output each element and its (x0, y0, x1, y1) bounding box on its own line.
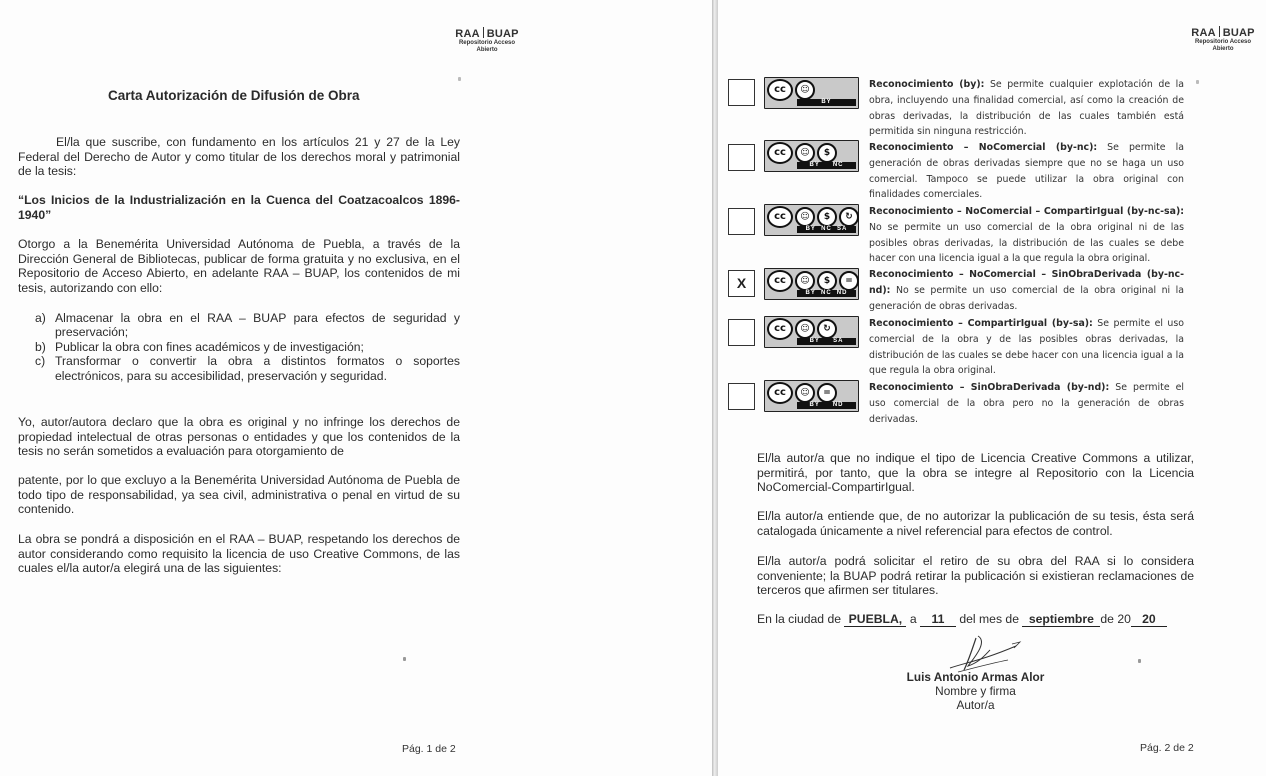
logo-buap-text: BUAP (1222, 27, 1255, 39)
originality-paragraph: Yo, autor/autora declaro que la obra es original y no infringe los derechos de propiedad intelectual de otras personas o entidades y que los contenidos de la tesis no serán sometidos a evaluación para otorgamiento de (18, 415, 460, 459)
raa-buap-logo (452, 27, 522, 54)
list-marker: b) (35, 339, 46, 354)
badge-label-bar (797, 99, 856, 106)
intro-paragraph: El/la que suscribe, con fundamento en los artículos 21 y 27 de la Ley Federal del Derecho de Autor y como titular de los derechos moral y patrimonial de la tesis: (18, 135, 460, 179)
liability-paragraph: patente, por lo que excluyo a la Benemérita Universidad Autónoma de Puebla de todo tipo de responsabilidad, ya sea civil, administrativa o penal en virtud de su contenido. (18, 473, 460, 517)
cc-nc-icon: $ (817, 271, 837, 291)
license-name: Reconocimiento – SinObraDerivada (by-nd): (869, 382, 1110, 393)
page-title: Carta Autorización de Difusión de Obra (108, 88, 360, 103)
month-field[interactable]: septiembre (1022, 613, 1100, 627)
grant-paragraph: Otorgo a la Benemérita Universidad Autónoma de Puebla, a través de la Dirección General de Bibliotecas, publicar de forma gratuita y no exclusiva, en el Repositorio de Acceso Abierto, en adelante RAA – BUAP, los contenidos de mi tesis, autorizando con ello: (18, 237, 460, 295)
license-description (869, 140, 1184, 203)
cc-nc-icon: $ (817, 143, 837, 163)
cc-license-badge (764, 268, 859, 300)
badge-label: NC (821, 226, 832, 232)
list-item-text: Transformar o convertir la obra a distintos formatos o soportes electrónicos, para su accesibilidad, preservación y seguridad. (55, 354, 460, 383)
license-terms: Se permite la generación de obras derivadas siempre que no se haga un uso comercial. Tampoco se puede utilizar la obra original con finalidades comerciales. (869, 142, 1184, 201)
cc-by-icon: ☺ (795, 271, 815, 291)
list-item (35, 354, 460, 383)
badge-label: SA (837, 226, 848, 232)
place-date-line (757, 612, 1167, 627)
license-intro-paragraph: La obra se pondrá a disposición en el RAA – BUAP, respetando los derechos de autor considerando como requisito la licencia de uso Creative Commons, de las cuales el/la autor/a elegirá una de las siguientes: (18, 532, 460, 576)
badge-label: SA (833, 338, 844, 344)
list-item-text: Almacenar la obra en el RAA – BUAP para efectos de seguridad y preservación; (55, 311, 460, 340)
badge-label: ND (836, 290, 848, 296)
list-marker: c) (35, 354, 46, 369)
list-item (35, 340, 460, 354)
cc-cc-icon: cc (767, 142, 793, 164)
a-word: a (909, 612, 917, 626)
logo-subtitle-line2: Abierto (476, 47, 498, 53)
logo-subtitle-line1: Repositorio Acceso (1194, 39, 1252, 45)
logo-buap-text: BUAP (486, 28, 519, 40)
license-name: Reconocimiento – CompartirIgual (by-sa): (869, 318, 1093, 329)
badge-label: BY (809, 338, 820, 344)
license-checkbox[interactable] (728, 383, 755, 410)
cc-sa-icon: ↻ (817, 319, 837, 339)
cc-license-badge (764, 140, 859, 172)
license-terms: No se permite un uso comercial de la obra original ni la generación de obras derivadas. (869, 284, 1184, 312)
default-license-paragraph: El/la autor/a que no indique el tipo de Licencia Creative Commons a utilizar, permitirá, por tanto, que la obra se integre al Repositorio con la Licencia NoComercial-CompartirIgual. (757, 451, 1194, 495)
signer-author-label: Autor/a (956, 698, 995, 713)
license-terms: No se permite un uso comercial de la obra original ni de las posibles obras derivadas, la distribución de las cuales se debe hacer con una licencia igual a la que regula la obra original. (869, 221, 1184, 265)
license-terms: Se permite el uso comercial de la obra y de las posibles obras derivadas, la distribución de las cuales se debe hacer con una licencia igual a la que regula la obra original. (869, 318, 1184, 377)
cc-license-badge (764, 316, 859, 348)
license-description (869, 77, 1184, 140)
list-item-text: Publicar la obra con fines académicos y de investigación; (55, 339, 364, 354)
raa-buap-logo (1188, 26, 1258, 53)
badge-label: BY (805, 290, 816, 296)
cc-by-icon: ☺ (795, 80, 815, 100)
cc-cc-icon: cc (767, 79, 793, 101)
badge-label: BY (809, 402, 820, 408)
license-name: Reconocimiento (by): (869, 79, 985, 90)
logo-subtitle-line1: Repositorio Acceso (458, 40, 516, 46)
badge-label: ND (832, 402, 844, 408)
list-marker: a) (35, 311, 46, 325)
badge-label-bar (797, 402, 856, 409)
license-checkbox[interactable] (728, 144, 755, 171)
cc-cc-icon: cc (767, 318, 793, 340)
badge-label: NC (832, 162, 844, 168)
badge-label: BY (809, 162, 820, 168)
cc-license-badge (764, 204, 859, 236)
logo-raa-text: RAA (1191, 27, 1216, 39)
license-checkbox[interactable]: X (728, 270, 755, 297)
city-prefix: En la ciudad de (757, 612, 842, 626)
cc-license-badge (764, 77, 859, 109)
license-terms: Se permite el uso comercial de la obra pero no la generación de obras derivadas. (869, 382, 1185, 425)
license-name: Reconocimiento – NoComercial – SinObraDerivada (by-nc-nd): (869, 269, 1184, 296)
license-description (869, 267, 1184, 314)
cc-nd-icon: = (817, 383, 837, 403)
license-checkbox[interactable] (728, 208, 755, 235)
cc-by-icon: ☺ (795, 319, 815, 339)
cc-cc-icon: cc (767, 270, 793, 292)
license-description (869, 204, 1184, 267)
cc-by-icon: ☺ (795, 207, 815, 227)
thesis-title: “Los Inicios de la Industrialización en la Cuenca del Coatzacoalcos 1896-1940” (18, 193, 460, 222)
cc-cc-icon: cc (767, 206, 793, 228)
badge-label-bar (797, 290, 856, 297)
cc-by-icon: ☺ (795, 383, 815, 403)
signature-block (888, 670, 1063, 713)
license-checkbox[interactable] (728, 319, 755, 346)
cc-nc-icon: $ (817, 207, 837, 227)
day-field[interactable]: 11 (920, 613, 956, 627)
signer-role-label: Nombre y firma (935, 684, 1016, 699)
withdrawal-paragraph: El/la autor/a podrá solicitar el retiro de su obra del RAA si lo considera conveniente; la BUAP podrá retirar la publicación si existieran reclamaciones de terceros que afirmen ser titulares. (757, 554, 1194, 598)
cc-nd-icon: = (839, 271, 859, 291)
cc-by-icon: ☺ (795, 143, 815, 163)
cc-sa-icon: ↻ (839, 207, 859, 227)
license-description (869, 316, 1184, 379)
license-checkbox[interactable] (728, 79, 755, 106)
city-field[interactable]: PUEBLA, (844, 613, 906, 627)
logo-raa-text: RAA (455, 28, 480, 40)
badge-label-bar (797, 162, 856, 169)
badge-label-bar (797, 226, 856, 233)
badge-label: NC (820, 290, 832, 296)
authorization-list (35, 311, 460, 383)
month-prefix: del mes de (959, 612, 1019, 626)
document-page-2 (718, 0, 1266, 776)
list-item (35, 311, 460, 340)
license-name: Reconocimiento – NoComercial (by-nc): (869, 142, 1098, 153)
cc-license-badge (764, 380, 859, 412)
year-prefix: de 20 (1100, 612, 1131, 626)
license-name: Reconocimiento – NoComercial – CompartirIgual (by-nc-sa): (869, 206, 1184, 217)
no-authorization-paragraph: El/la autor/a entiende que, de no autorizar la publicación de su tesis, ésta será catalogada únicamente a nivel referencial para efectos de control. (757, 509, 1194, 538)
badge-label-bar (797, 338, 856, 345)
license-description (869, 380, 1184, 427)
badge-label: BY (805, 226, 816, 232)
year-field[interactable]: 20 (1131, 613, 1167, 627)
signer-name: Luis Antonio Armas Alor (906, 670, 1045, 684)
page-number: Pág. 1 de 2 (402, 743, 456, 755)
license-terms: Se permite cualquier explotación de la obra, incluyendo una finalidad comercial, así como la creación de obras derivadas, la distribución de las cuales también está permitida sin ninguna restricción. (869, 79, 1184, 138)
cc-cc-icon: cc (767, 382, 793, 404)
logo-subtitle-line2: Abierto (1212, 46, 1234, 52)
badge-label: BY (821, 99, 832, 105)
page-number: Pág. 2 de 2 (1140, 742, 1194, 754)
